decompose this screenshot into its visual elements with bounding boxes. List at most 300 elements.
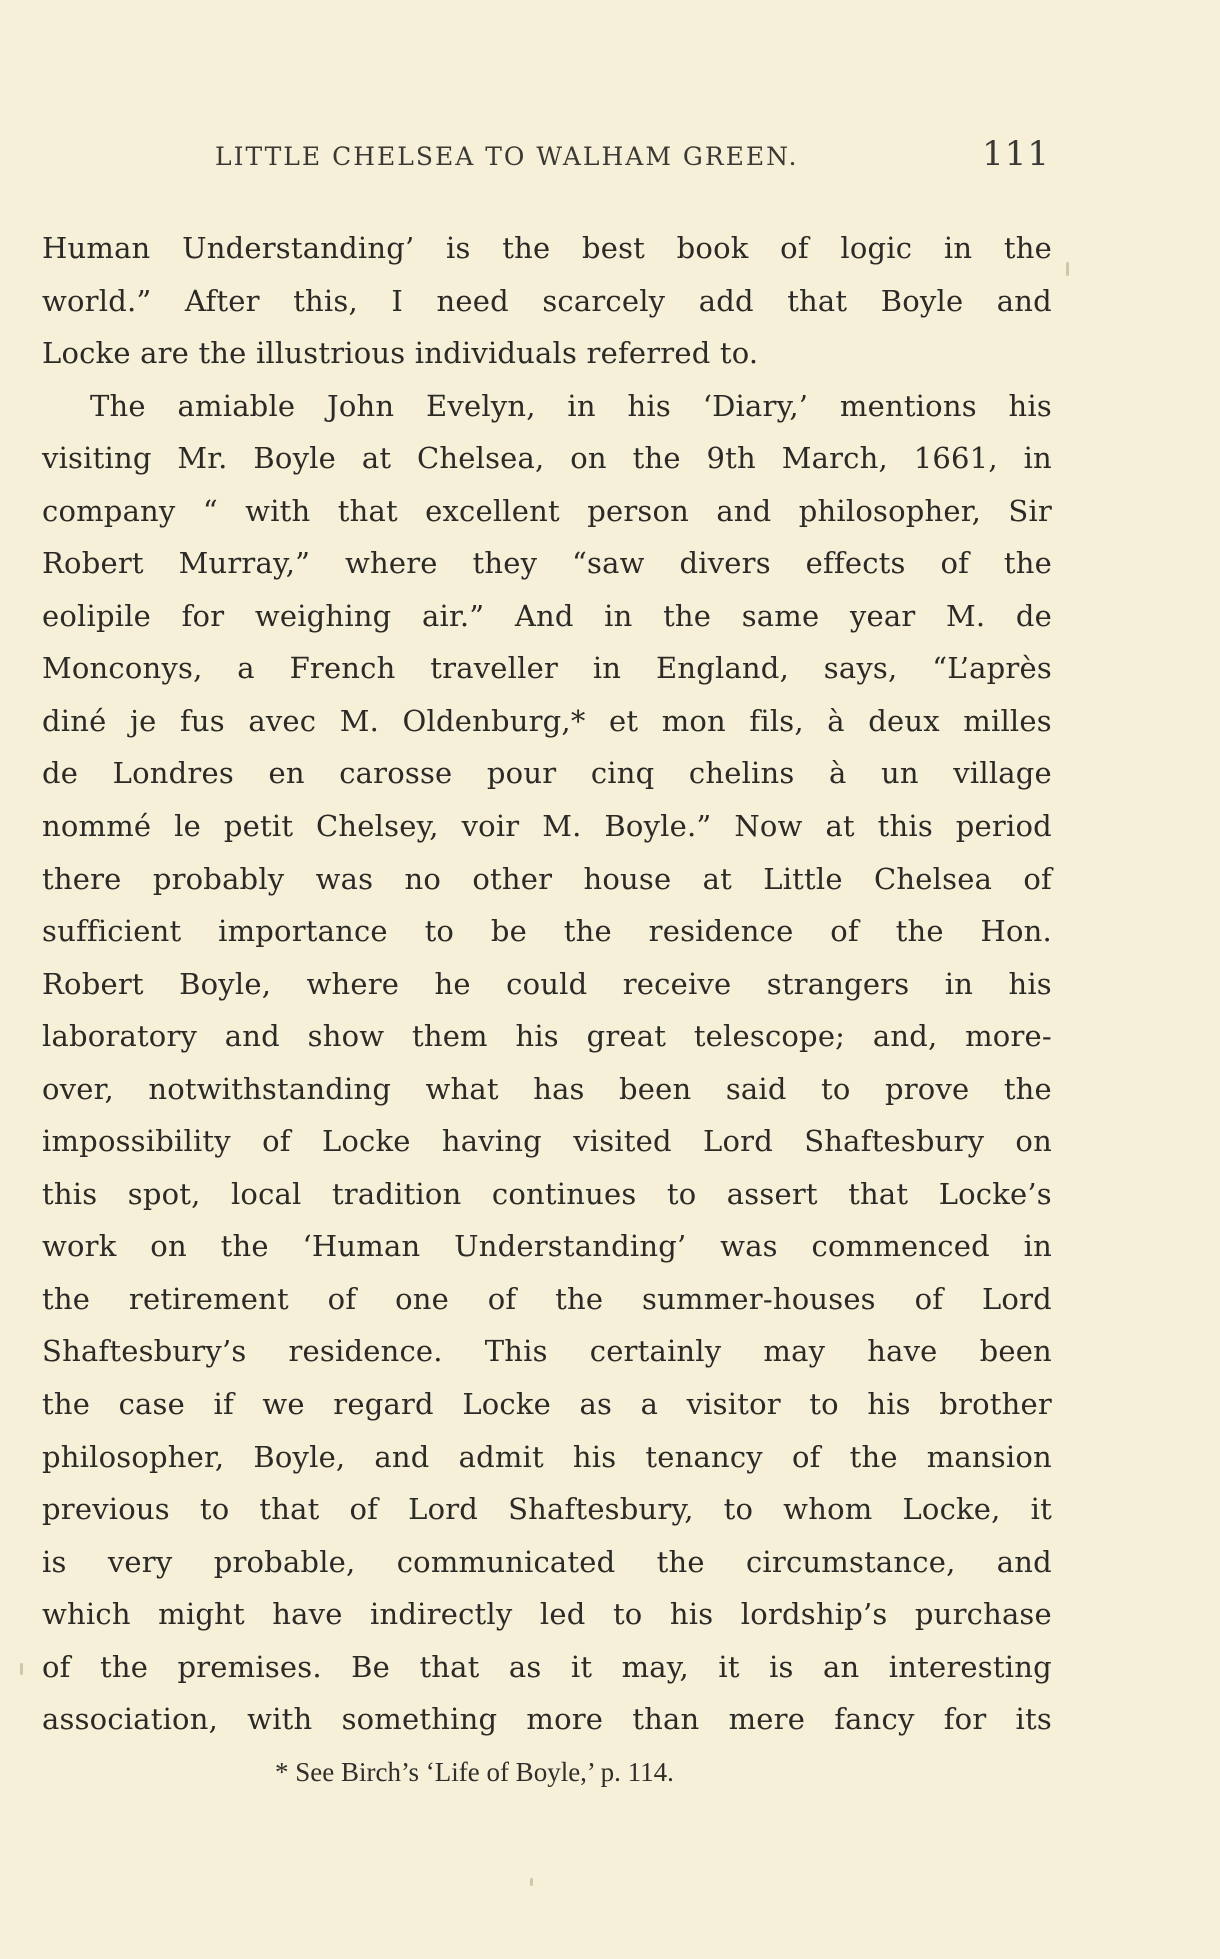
word: of — [914, 1281, 944, 1316]
text-line — [42, 1273, 1052, 1326]
word: been — [979, 1334, 1052, 1369]
word: which — [42, 1597, 131, 1632]
paper-speck — [1066, 262, 1069, 276]
word: the — [1003, 231, 1052, 265]
word: is — [769, 1649, 794, 1684]
word: de — [1015, 598, 1052, 633]
text-line — [42, 1220, 1052, 1273]
word: Chelsea — [874, 861, 993, 896]
text-line — [42, 1010, 1052, 1063]
word: Lord — [981, 1281, 1052, 1316]
word: M. — [339, 703, 380, 738]
word: fus — [179, 703, 225, 738]
word: this — [877, 809, 933, 844]
word: show — [307, 1019, 385, 1054]
word: the — [895, 914, 944, 949]
word: voir — [461, 809, 520, 844]
word: This — [484, 1334, 548, 1369]
word: same — [741, 598, 820, 633]
word: excellent — [425, 493, 560, 528]
word: to — [199, 1492, 230, 1527]
word: scarcely — [542, 283, 666, 318]
word: chelins — [688, 756, 795, 791]
word: probably — [152, 861, 285, 896]
word: to — [424, 914, 455, 949]
word: for — [181, 598, 225, 633]
word: 1661, — [913, 441, 998, 476]
text-line — [42, 853, 1052, 906]
word: the — [42, 1281, 91, 1316]
word: the — [663, 598, 712, 633]
text-line — [42, 1168, 1052, 1221]
word: in — [1023, 441, 1052, 476]
word: was — [315, 861, 374, 896]
word: “L’après — [932, 651, 1052, 686]
word: said — [725, 1071, 787, 1106]
word: this — [42, 1176, 98, 1211]
text-line — [42, 485, 1052, 538]
word: weighing — [254, 598, 392, 633]
word: traveller — [430, 651, 559, 686]
text-line: Locke are the illustrious individuals referred to. — [42, 336, 759, 371]
text-line — [42, 537, 1052, 590]
word: avec — [248, 703, 317, 738]
word: Londres — [112, 756, 234, 791]
word: have — [272, 1597, 343, 1632]
word: his — [1008, 966, 1052, 1001]
word: at — [825, 809, 855, 844]
word: says, — [823, 651, 898, 686]
text-line — [42, 275, 1052, 328]
word: may — [763, 1334, 826, 1369]
word: of — [791, 1439, 821, 1474]
text-line — [42, 800, 1052, 853]
word: great — [586, 1019, 667, 1054]
word: the — [99, 1649, 149, 1684]
word: effects — [805, 546, 906, 581]
word: “saw — [572, 546, 645, 581]
word: if — [213, 1387, 234, 1422]
word: je — [129, 703, 157, 738]
word: the — [563, 914, 612, 949]
word: year — [849, 598, 916, 633]
word: importance — [218, 914, 388, 949]
text-line — [42, 222, 1052, 275]
word: to — [612, 1597, 643, 1632]
word: and — [996, 283, 1052, 318]
word: notwithstanding — [148, 1071, 392, 1106]
word: where — [344, 546, 438, 581]
word: led — [539, 1597, 586, 1632]
word: and, — [872, 1019, 938, 1054]
word: The — [90, 388, 146, 423]
word: what — [425, 1071, 499, 1106]
word: mentions — [839, 388, 977, 423]
word: its — [1015, 1702, 1052, 1737]
word: Oldenburg,* — [402, 703, 586, 738]
word: for — [943, 1702, 987, 1737]
word: Monconys, — [42, 651, 203, 686]
word: something — [341, 1702, 498, 1737]
word: admit — [458, 1439, 544, 1474]
word: need — [436, 283, 509, 318]
word: is — [42, 1544, 67, 1579]
word: person — [587, 493, 689, 528]
word: company — [42, 493, 176, 528]
word: the — [42, 1387, 91, 1422]
word: spot, — [127, 1176, 201, 1211]
word: philosopher, — [42, 1439, 225, 1474]
word: it — [718, 1649, 740, 1684]
word: village — [953, 756, 1052, 791]
word: world.” — [42, 283, 152, 318]
word: add — [698, 283, 754, 318]
word: prove — [884, 1071, 970, 1106]
word: we — [262, 1387, 305, 1422]
word: in — [604, 598, 633, 633]
text-line — [42, 432, 1052, 485]
word: nommé — [42, 809, 152, 844]
word: logic — [840, 231, 913, 265]
word: Be — [351, 1649, 391, 1684]
word: diné — [42, 703, 107, 738]
footnote: * See Birch’s ‘Life of Boyle,’ p. 114. — [275, 1757, 674, 1787]
word: his — [627, 388, 671, 423]
word: may, — [621, 1649, 689, 1684]
word: Lord — [408, 1492, 479, 1527]
word: Now — [734, 809, 803, 844]
word: there — [42, 861, 122, 896]
word: that — [337, 493, 398, 528]
word: mansion — [926, 1439, 1052, 1474]
paper-speck — [530, 1878, 533, 1886]
word: local — [230, 1176, 302, 1211]
word: having — [441, 1124, 542, 1159]
word: ‘Human — [302, 1229, 421, 1264]
word: in — [567, 388, 596, 423]
word: of — [780, 231, 809, 265]
word: the — [1003, 546, 1052, 581]
word: visiting — [42, 441, 152, 476]
text-line — [42, 695, 1052, 748]
word: carosse — [339, 756, 453, 791]
word: summer-houses — [642, 1281, 876, 1316]
word: that — [787, 283, 848, 318]
word: he — [434, 966, 471, 1001]
word: than — [632, 1702, 700, 1737]
word: the — [502, 231, 551, 265]
word: on — [150, 1229, 187, 1264]
word: ‘Diary,’ — [702, 388, 809, 423]
word: in — [592, 651, 622, 686]
word: And — [514, 598, 574, 633]
word: with — [247, 1702, 313, 1737]
word: to — [723, 1492, 754, 1527]
word: brother — [939, 1387, 1052, 1422]
word: premises. — [177, 1649, 322, 1684]
word: that — [848, 1176, 909, 1211]
word: the — [656, 1544, 705, 1579]
word: over, — [42, 1071, 114, 1106]
word: laboratory — [42, 1019, 198, 1054]
word: Locke, — [902, 1492, 1001, 1527]
word: Shaftesbury — [804, 1124, 985, 1159]
word: cinq — [590, 756, 655, 791]
word: at — [361, 441, 392, 476]
word: pour — [486, 756, 557, 791]
word: lordship’s — [740, 1597, 888, 1632]
word: visited — [573, 1124, 672, 1159]
word: Understanding’ — [454, 1229, 687, 1264]
word: telescope; — [693, 1019, 846, 1054]
word: has — [533, 1071, 585, 1106]
word: his — [1008, 388, 1052, 423]
word: as — [579, 1387, 613, 1422]
word: Hon. — [980, 914, 1052, 949]
word: they — [472, 546, 538, 581]
word: the — [555, 1281, 604, 1316]
word: After — [184, 283, 260, 318]
word: Boyle, — [253, 1439, 346, 1474]
word: fancy — [834, 1702, 915, 1737]
word: indirectly — [370, 1597, 513, 1632]
text-line — [42, 642, 1052, 695]
word: his — [669, 1597, 714, 1632]
word: in — [1023, 1229, 1052, 1264]
text-line — [42, 1693, 1052, 1746]
word: French — [289, 651, 396, 686]
word: interesting — [888, 1649, 1052, 1684]
word: period — [955, 809, 1052, 844]
word: could — [506, 966, 588, 1001]
word: Locke — [321, 1124, 411, 1159]
word: 9th — [706, 441, 756, 476]
word: of — [262, 1124, 291, 1159]
text-line — [42, 1378, 1052, 1431]
word: à — [829, 756, 847, 791]
word: Sir — [1008, 493, 1052, 528]
word: of — [1023, 861, 1052, 896]
word: Little — [763, 861, 843, 896]
word: eolipile — [42, 598, 152, 633]
word: mere — [728, 1702, 806, 1737]
word: sufficient — [42, 914, 182, 949]
word: on — [1015, 1124, 1052, 1159]
word: certainly — [589, 1334, 722, 1369]
word: Robert — [42, 546, 144, 581]
word: impossibility — [42, 1124, 231, 1159]
word: it — [570, 1649, 593, 1684]
word: mon — [661, 703, 726, 738]
word: to — [666, 1176, 697, 1211]
word: no — [404, 861, 442, 896]
word: commenced — [811, 1229, 990, 1264]
word: his — [572, 1439, 617, 1474]
word: March, — [781, 441, 888, 476]
word: Boyle — [253, 441, 337, 476]
word: more — [526, 1702, 604, 1737]
word: communicated — [396, 1544, 616, 1579]
text-line — [42, 590, 1052, 643]
word: previous — [42, 1492, 170, 1527]
word: purchase — [914, 1597, 1052, 1632]
word: other — [472, 861, 553, 896]
word: been — [619, 1071, 692, 1106]
page-number: 111 — [982, 134, 1050, 174]
word: very — [107, 1544, 173, 1579]
word: and — [996, 1544, 1052, 1579]
word: M. — [945, 598, 986, 633]
word: them — [411, 1019, 488, 1054]
word: the — [220, 1229, 269, 1264]
word: continues — [491, 1176, 637, 1211]
word: receive — [622, 966, 732, 1001]
word: be — [490, 914, 527, 949]
word: de — [42, 756, 79, 791]
word: house — [583, 861, 672, 896]
text-line — [42, 380, 1052, 433]
word: Shaftesbury’s — [42, 1334, 247, 1369]
word: Shaftesbury, — [508, 1492, 694, 1527]
word: in — [944, 966, 974, 1001]
word: un — [881, 756, 919, 791]
word: one — [395, 1281, 449, 1316]
word: as — [508, 1649, 542, 1684]
word: of — [830, 914, 859, 949]
word: Evelyn, — [426, 388, 536, 423]
word: Robert — [42, 966, 144, 1001]
word: of — [42, 1649, 71, 1684]
word: I — [391, 283, 404, 318]
word: have — [867, 1334, 938, 1369]
word: England, — [655, 651, 789, 686]
text-line — [42, 1063, 1052, 1116]
word: Chelsea, — [416, 441, 545, 476]
word: et — [609, 703, 639, 738]
word: Boyle.” — [604, 809, 712, 844]
word: Mr. — [177, 441, 228, 476]
word: his — [867, 1387, 911, 1422]
word: of — [327, 1281, 357, 1316]
word: to — [809, 1387, 839, 1422]
word: retirement — [128, 1281, 289, 1316]
word: tenancy — [645, 1439, 763, 1474]
word: divers — [679, 546, 771, 581]
word: might — [158, 1597, 245, 1632]
word: Boyle — [880, 283, 964, 318]
word: a — [237, 651, 255, 686]
word: Human — [42, 231, 151, 265]
word: work — [42, 1229, 117, 1264]
word: regard — [333, 1387, 434, 1422]
running-head — [215, 134, 1050, 178]
paper-speck — [20, 1663, 23, 1675]
word: the — [849, 1439, 898, 1474]
text-line — [42, 1536, 1052, 1589]
word: at — [702, 861, 732, 896]
word: more- — [965, 1019, 1052, 1054]
text-line — [42, 905, 1052, 958]
word: residence. — [288, 1334, 443, 1369]
word: a — [640, 1387, 659, 1422]
word: and — [224, 1019, 280, 1054]
word: Locke’s — [938, 1176, 1052, 1211]
word: petit — [223, 809, 294, 844]
word: probable, — [213, 1544, 356, 1579]
word: en — [268, 756, 305, 791]
word: in — [943, 231, 973, 265]
word: the — [1003, 1071, 1052, 1106]
running-title: LITTLE CHELSEA TO WALHAM GREEN. — [215, 142, 799, 171]
word: of — [940, 546, 970, 581]
body-text — [42, 222, 1052, 1746]
word: fils, — [749, 703, 804, 738]
word: milles — [963, 703, 1052, 738]
text-line — [42, 958, 1052, 1011]
word: that — [259, 1492, 320, 1527]
word: assert — [726, 1176, 818, 1211]
word: his — [515, 1019, 559, 1054]
text-line — [42, 1325, 1052, 1378]
word: Understanding’ — [182, 231, 415, 265]
word: strangers — [766, 966, 910, 1001]
word: visitor — [686, 1387, 781, 1422]
word: air.” — [421, 598, 485, 633]
word: whom — [783, 1492, 873, 1527]
word: it — [1030, 1492, 1052, 1527]
text-line — [42, 1641, 1052, 1694]
word: on — [570, 441, 607, 476]
word: was — [720, 1229, 778, 1264]
word: association, — [42, 1702, 219, 1737]
word: le — [174, 809, 201, 844]
word: the — [632, 441, 681, 476]
word: that — [419, 1649, 480, 1684]
word: this, — [293, 283, 358, 318]
word: Lord — [703, 1124, 773, 1159]
word: of — [487, 1281, 517, 1316]
word: John — [327, 388, 395, 423]
word: tradition — [331, 1176, 462, 1211]
word: case — [118, 1387, 185, 1422]
word: M. — [542, 809, 582, 844]
word: residence — [648, 914, 794, 949]
word: best — [581, 231, 646, 265]
text-line — [42, 1588, 1052, 1641]
word: amiable — [177, 388, 296, 423]
text-line — [42, 1483, 1052, 1536]
word: Chelsey, — [316, 809, 439, 844]
text-line — [42, 747, 1052, 800]
word: philosopher, — [798, 493, 982, 528]
word: of — [349, 1492, 379, 1527]
word: and — [374, 1439, 430, 1474]
text-line — [42, 1115, 1052, 1168]
word: circumstance, — [745, 1544, 956, 1579]
word: an — [823, 1649, 860, 1684]
word: with — [245, 493, 311, 528]
word: Locke — [462, 1387, 552, 1422]
word: deux — [868, 703, 940, 738]
word: Murray,” — [178, 546, 311, 581]
word: is — [446, 231, 471, 265]
word: to — [821, 1071, 851, 1106]
word: where — [306, 966, 400, 1001]
word: book — [676, 231, 749, 265]
word: “ — [202, 493, 218, 528]
text-line — [42, 1431, 1052, 1484]
word: and — [716, 493, 772, 528]
